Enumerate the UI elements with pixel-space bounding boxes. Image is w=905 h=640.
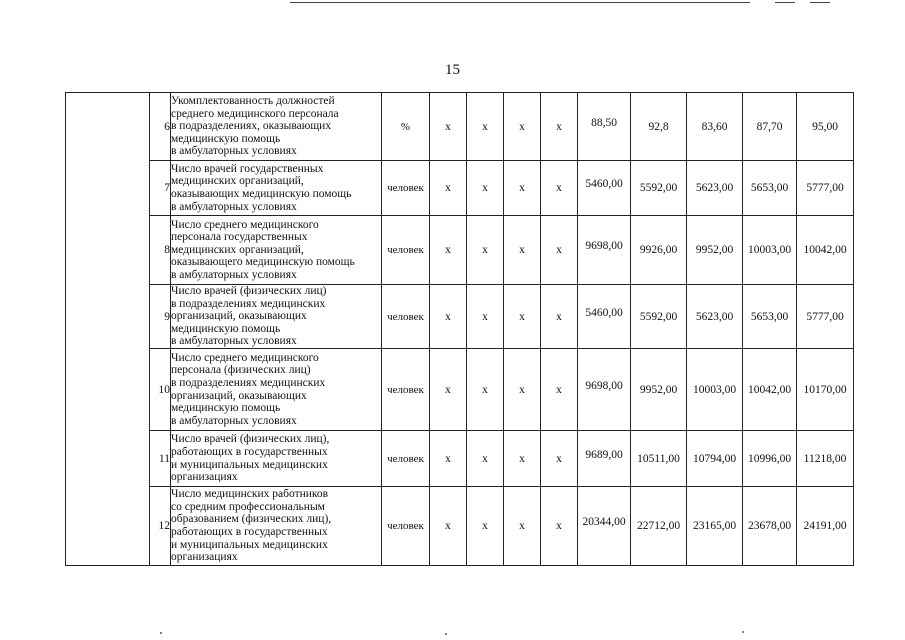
value-cell: 5623,00 (687, 161, 743, 216)
value-cell: 10042,00 (743, 349, 797, 431)
placeholder-x-cell: х (430, 431, 467, 487)
value-cell: 9926,00 (631, 216, 687, 285)
table-row (66, 487, 854, 566)
value-cell: 5460,00 (578, 161, 631, 216)
table-row (66, 349, 854, 431)
placeholder-x-cell: х (430, 216, 467, 285)
placeholder-x-cell: х (504, 285, 541, 349)
indicator-name-cell (171, 93, 382, 161)
placeholder-x-cell: х (430, 161, 467, 216)
indicator-name: Число врачей (физических лиц), работающих в государственных и муниципальных медицинских организациях (171, 433, 330, 484)
value-cell: 83,60 (687, 93, 743, 161)
value-cell: 10794,00 (687, 431, 743, 487)
indicator-name: Число среднего медицинского персонала государственных медицинских организаций, оказывающего медицинскую помощь в амбулаторных условиях (171, 218, 355, 281)
unit-cell: человек (382, 216, 430, 285)
unit-cell: человек (382, 487, 430, 566)
placeholder-x-cell: х (504, 161, 541, 216)
value-cell: 9689,00 (578, 431, 631, 487)
placeholder-x-cell: х (467, 216, 504, 285)
value-cell: 23165,00 (687, 487, 743, 566)
table-row (66, 93, 854, 161)
placeholder-x-cell: х (504, 487, 541, 566)
value-cell: 10170,00 (797, 349, 854, 431)
placeholder-x-cell: х (467, 161, 504, 216)
placeholder-x-cell: х (430, 487, 467, 566)
row-number: 11 (150, 431, 171, 487)
table-row (66, 431, 854, 487)
table-row (66, 216, 854, 285)
placeholder-x-cell: х (467, 93, 504, 161)
scan-speck (742, 631, 744, 633)
placeholder-x-cell: х (541, 431, 578, 487)
placeholder-x-cell: х (467, 285, 504, 349)
indicator-name: Число врачей государственных медицинских организаций, оказывающих медицинскую помощь в амбулаторных условиях (171, 162, 352, 213)
indicator-name-cell (171, 349, 382, 431)
value-cell: 5592,00 (631, 161, 687, 216)
value-cell: 24191,00 (797, 487, 854, 566)
value-cell: 9952,00 (631, 349, 687, 431)
placeholder-x-cell: х (504, 349, 541, 431)
value-cell: 5653,00 (743, 285, 797, 349)
unit-cell: человек (382, 285, 430, 349)
unit-cell: человек (382, 431, 430, 487)
value-cell: 20344,00 (578, 487, 631, 566)
placeholder-x-cell: х (541, 93, 578, 161)
placeholder-x-cell: х (504, 431, 541, 487)
placeholder-x-cell: х (541, 487, 578, 566)
indicator-name-cell (171, 216, 382, 285)
value-cell: 10996,00 (743, 431, 797, 487)
placeholder-x-cell: х (467, 431, 504, 487)
row-number: 7 (150, 161, 171, 216)
indicator-name: Число медицинских работников со средним профессиональным образованием (физических лиц), работающих в государственных и муниципальных медицинских организациях (171, 488, 332, 564)
unit-cell: человек (382, 349, 430, 431)
value-cell: 22712,00 (631, 487, 687, 566)
value-cell: 87,70 (743, 93, 797, 161)
placeholder-x-cell: х (541, 285, 578, 349)
indicator-name-cell (171, 487, 382, 566)
indicator-name: Укомплектованность должностей среднего медицинского персонала в подразделениях, оказывающих медицинскую помощь в амбулаторных условиях (171, 95, 339, 158)
value-cell: 92,8 (631, 93, 687, 161)
value-cell: 9952,00 (687, 216, 743, 285)
table-row (66, 285, 854, 349)
scan-speck (445, 633, 447, 635)
unit-cell: % (382, 93, 430, 161)
value-cell: 11218,00 (797, 431, 854, 487)
value-cell: 95,00 (797, 93, 854, 161)
row-number: 10 (150, 349, 171, 431)
blank-left-column (66, 93, 150, 566)
indicator-name-cell (171, 161, 382, 216)
value-cell: 88,50 (578, 93, 631, 161)
placeholder-x-cell: х (541, 216, 578, 285)
placeholder-x-cell: х (467, 349, 504, 431)
scan-top-rule (290, 2, 750, 3)
placeholder-x-cell: х (504, 93, 541, 161)
scan-speck (160, 632, 162, 634)
value-cell: 10003,00 (743, 216, 797, 285)
value-cell: 5777,00 (797, 285, 854, 349)
row-number: 9 (150, 285, 171, 349)
value-cell: 5623,00 (687, 285, 743, 349)
placeholder-x-cell: х (430, 93, 467, 161)
placeholder-x-cell: х (541, 161, 578, 216)
placeholder-x-cell: х (430, 285, 467, 349)
indicator-name-cell (171, 285, 382, 349)
placeholder-x-cell: х (467, 487, 504, 566)
placeholder-x-cell: х (541, 349, 578, 431)
value-cell: 10042,00 (797, 216, 854, 285)
table-body (66, 93, 854, 566)
value-cell: 5592,00 (631, 285, 687, 349)
placeholder-x-cell: х (430, 349, 467, 431)
value-cell: 5653,00 (743, 161, 797, 216)
indicator-name: Число врачей (физических лиц) в подразделениях медицинских организаций, оказывающих медицинскую помощь в амбулаторных условиях (171, 285, 327, 348)
value-cell: 10511,00 (631, 431, 687, 487)
value-cell: 10003,00 (687, 349, 743, 431)
placeholder-x-cell: х (504, 216, 541, 285)
page-number: 15 (445, 62, 460, 78)
indicator-name: Число среднего медицинского персонала (физических лиц) в подразделениях медицинских организаций, оказывающих медицинскую помощь в амбулаторных условиях (171, 351, 326, 427)
value-cell: 9698,00 (578, 216, 631, 285)
value-cell: 5460,00 (578, 285, 631, 349)
unit-cell: человек (382, 161, 430, 216)
scan-top-rule-right-2 (810, 2, 830, 3)
row-number: 12 (150, 487, 171, 566)
table-row (66, 161, 854, 216)
indicator-name-cell (171, 431, 382, 487)
scan-top-rule-right (775, 2, 795, 3)
value-cell: 23678,00 (743, 487, 797, 566)
value-cell: 9698,00 (578, 349, 631, 431)
value-cell: 5777,00 (797, 161, 854, 216)
indicators-table (65, 92, 854, 566)
row-number: 8 (150, 216, 171, 285)
row-number: 6 (150, 93, 171, 161)
